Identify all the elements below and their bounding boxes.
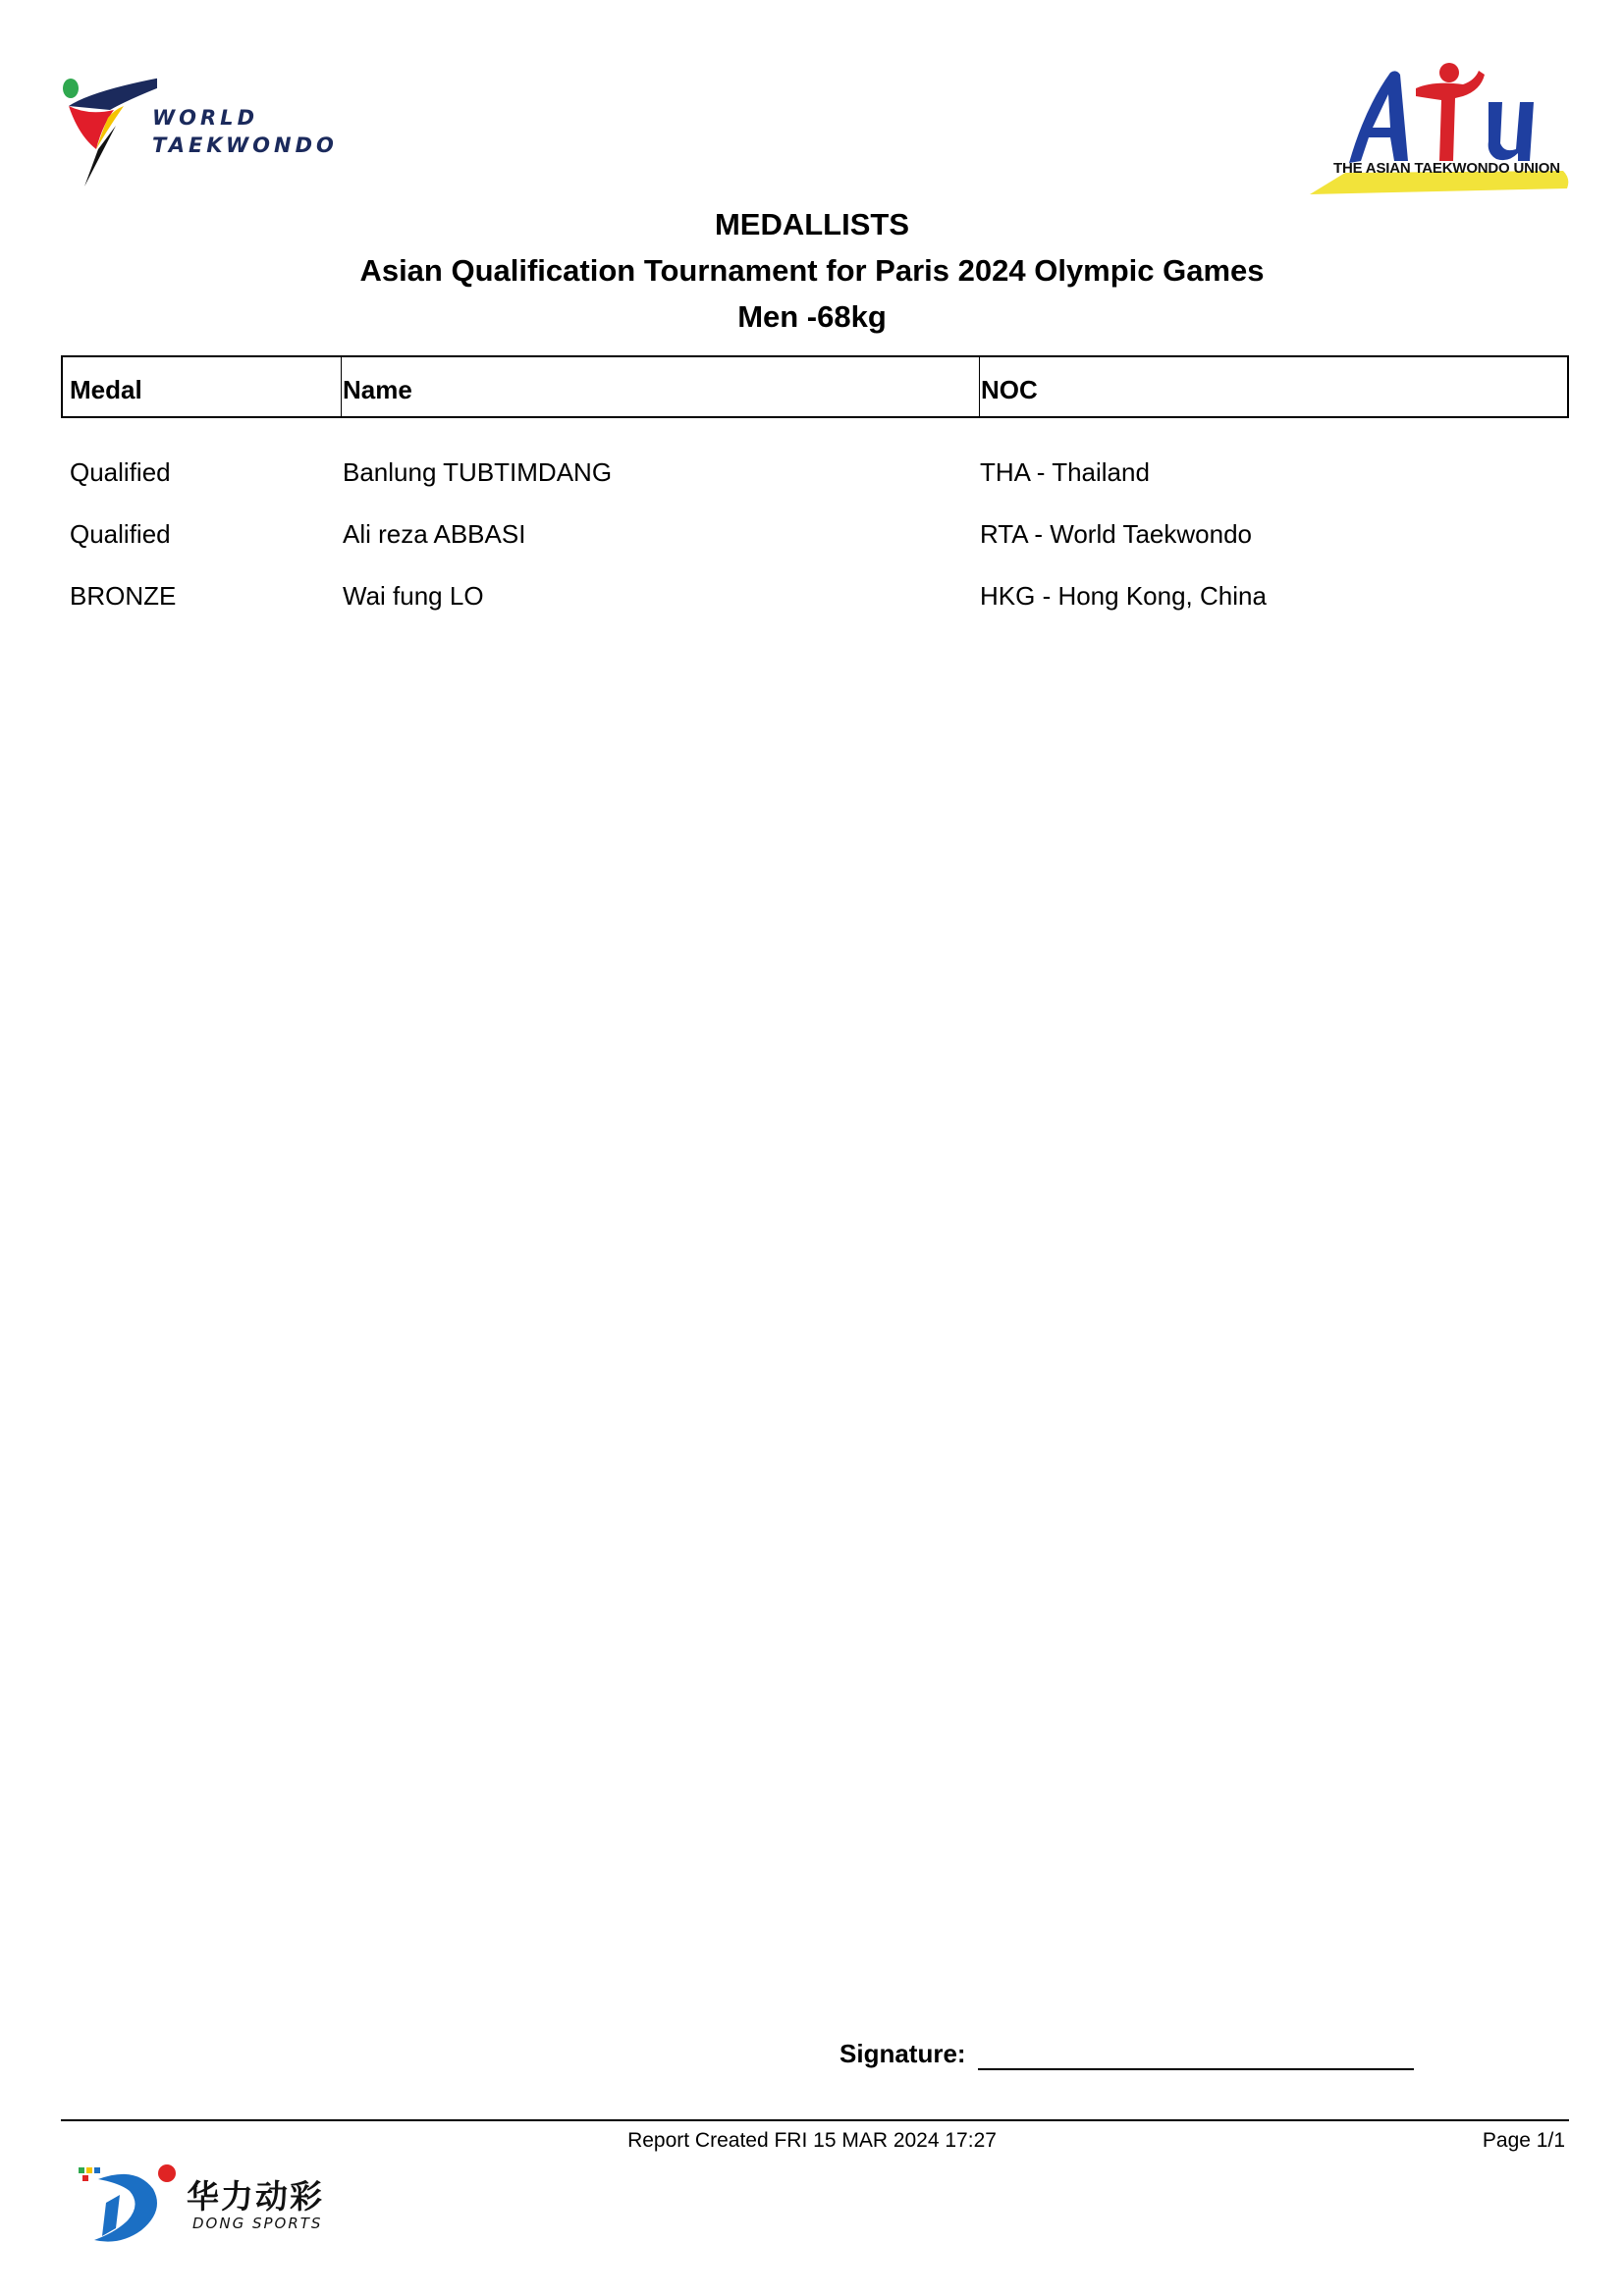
signature-line <box>978 2068 1414 2070</box>
column-divider <box>341 357 342 416</box>
page-number: Page 1/1 <box>1482 2129 1565 2152</box>
dong-sports-logo <box>77 2160 371 2248</box>
table-header <box>61 355 1569 418</box>
noc-cell: RTA - World Taekwondo <box>980 519 1252 549</box>
column-header-name: Name <box>343 375 412 404</box>
world-taekwondo-logo <box>59 67 344 194</box>
report-created-timestamp: Report Created FRI 15 MAR 2024 17:27 <box>627 2129 997 2152</box>
signature-label: Signature: <box>839 2039 966 2068</box>
medal-cell: Qualified <box>70 457 171 487</box>
dong-sports-emblem-icon <box>77 2160 185 2248</box>
dong-sports-english-name: DONG SPORTS <box>192 2215 323 2232</box>
column-divider <box>979 357 980 416</box>
wt-logo-line1: WORLD <box>152 106 258 130</box>
medal-cell: BRONZE <box>70 581 177 611</box>
atu-tagline: THE ASIAN TAEKWONDO UNION <box>1333 160 1560 177</box>
world-taekwondo-emblem-icon <box>59 67 157 194</box>
athlete-name-cell: Wai fung LO <box>343 581 484 611</box>
event-title: Asian Qualification Tournament for Paris 2024 Olympic Games <box>359 253 1265 288</box>
atu-logo <box>1306 59 1577 196</box>
category-title: Men -68kg <box>737 299 887 334</box>
athlete-name-cell: Banlung TUBTIMDANG <box>343 457 613 487</box>
medal-cell: Qualified <box>70 519 171 549</box>
report-title: MEDALLISTS <box>714 207 910 241</box>
column-header-noc: NOC <box>981 375 1038 404</box>
dong-sports-chinese-name: 华力动彩 <box>187 2177 324 2216</box>
column-header-medal: Medal <box>70 375 142 404</box>
table-row <box>0 581 1624 620</box>
athlete-name-cell: Ali reza ABBASI <box>343 519 526 549</box>
footer-divider <box>61 2119 1569 2121</box>
table-row <box>0 519 1624 559</box>
noc-cell: THA - Thailand <box>980 457 1150 487</box>
table-row <box>0 457 1624 497</box>
noc-cell: HKG - Hong Kong, China <box>980 581 1267 611</box>
wt-logo-line2: TAEKWONDO <box>152 133 338 157</box>
